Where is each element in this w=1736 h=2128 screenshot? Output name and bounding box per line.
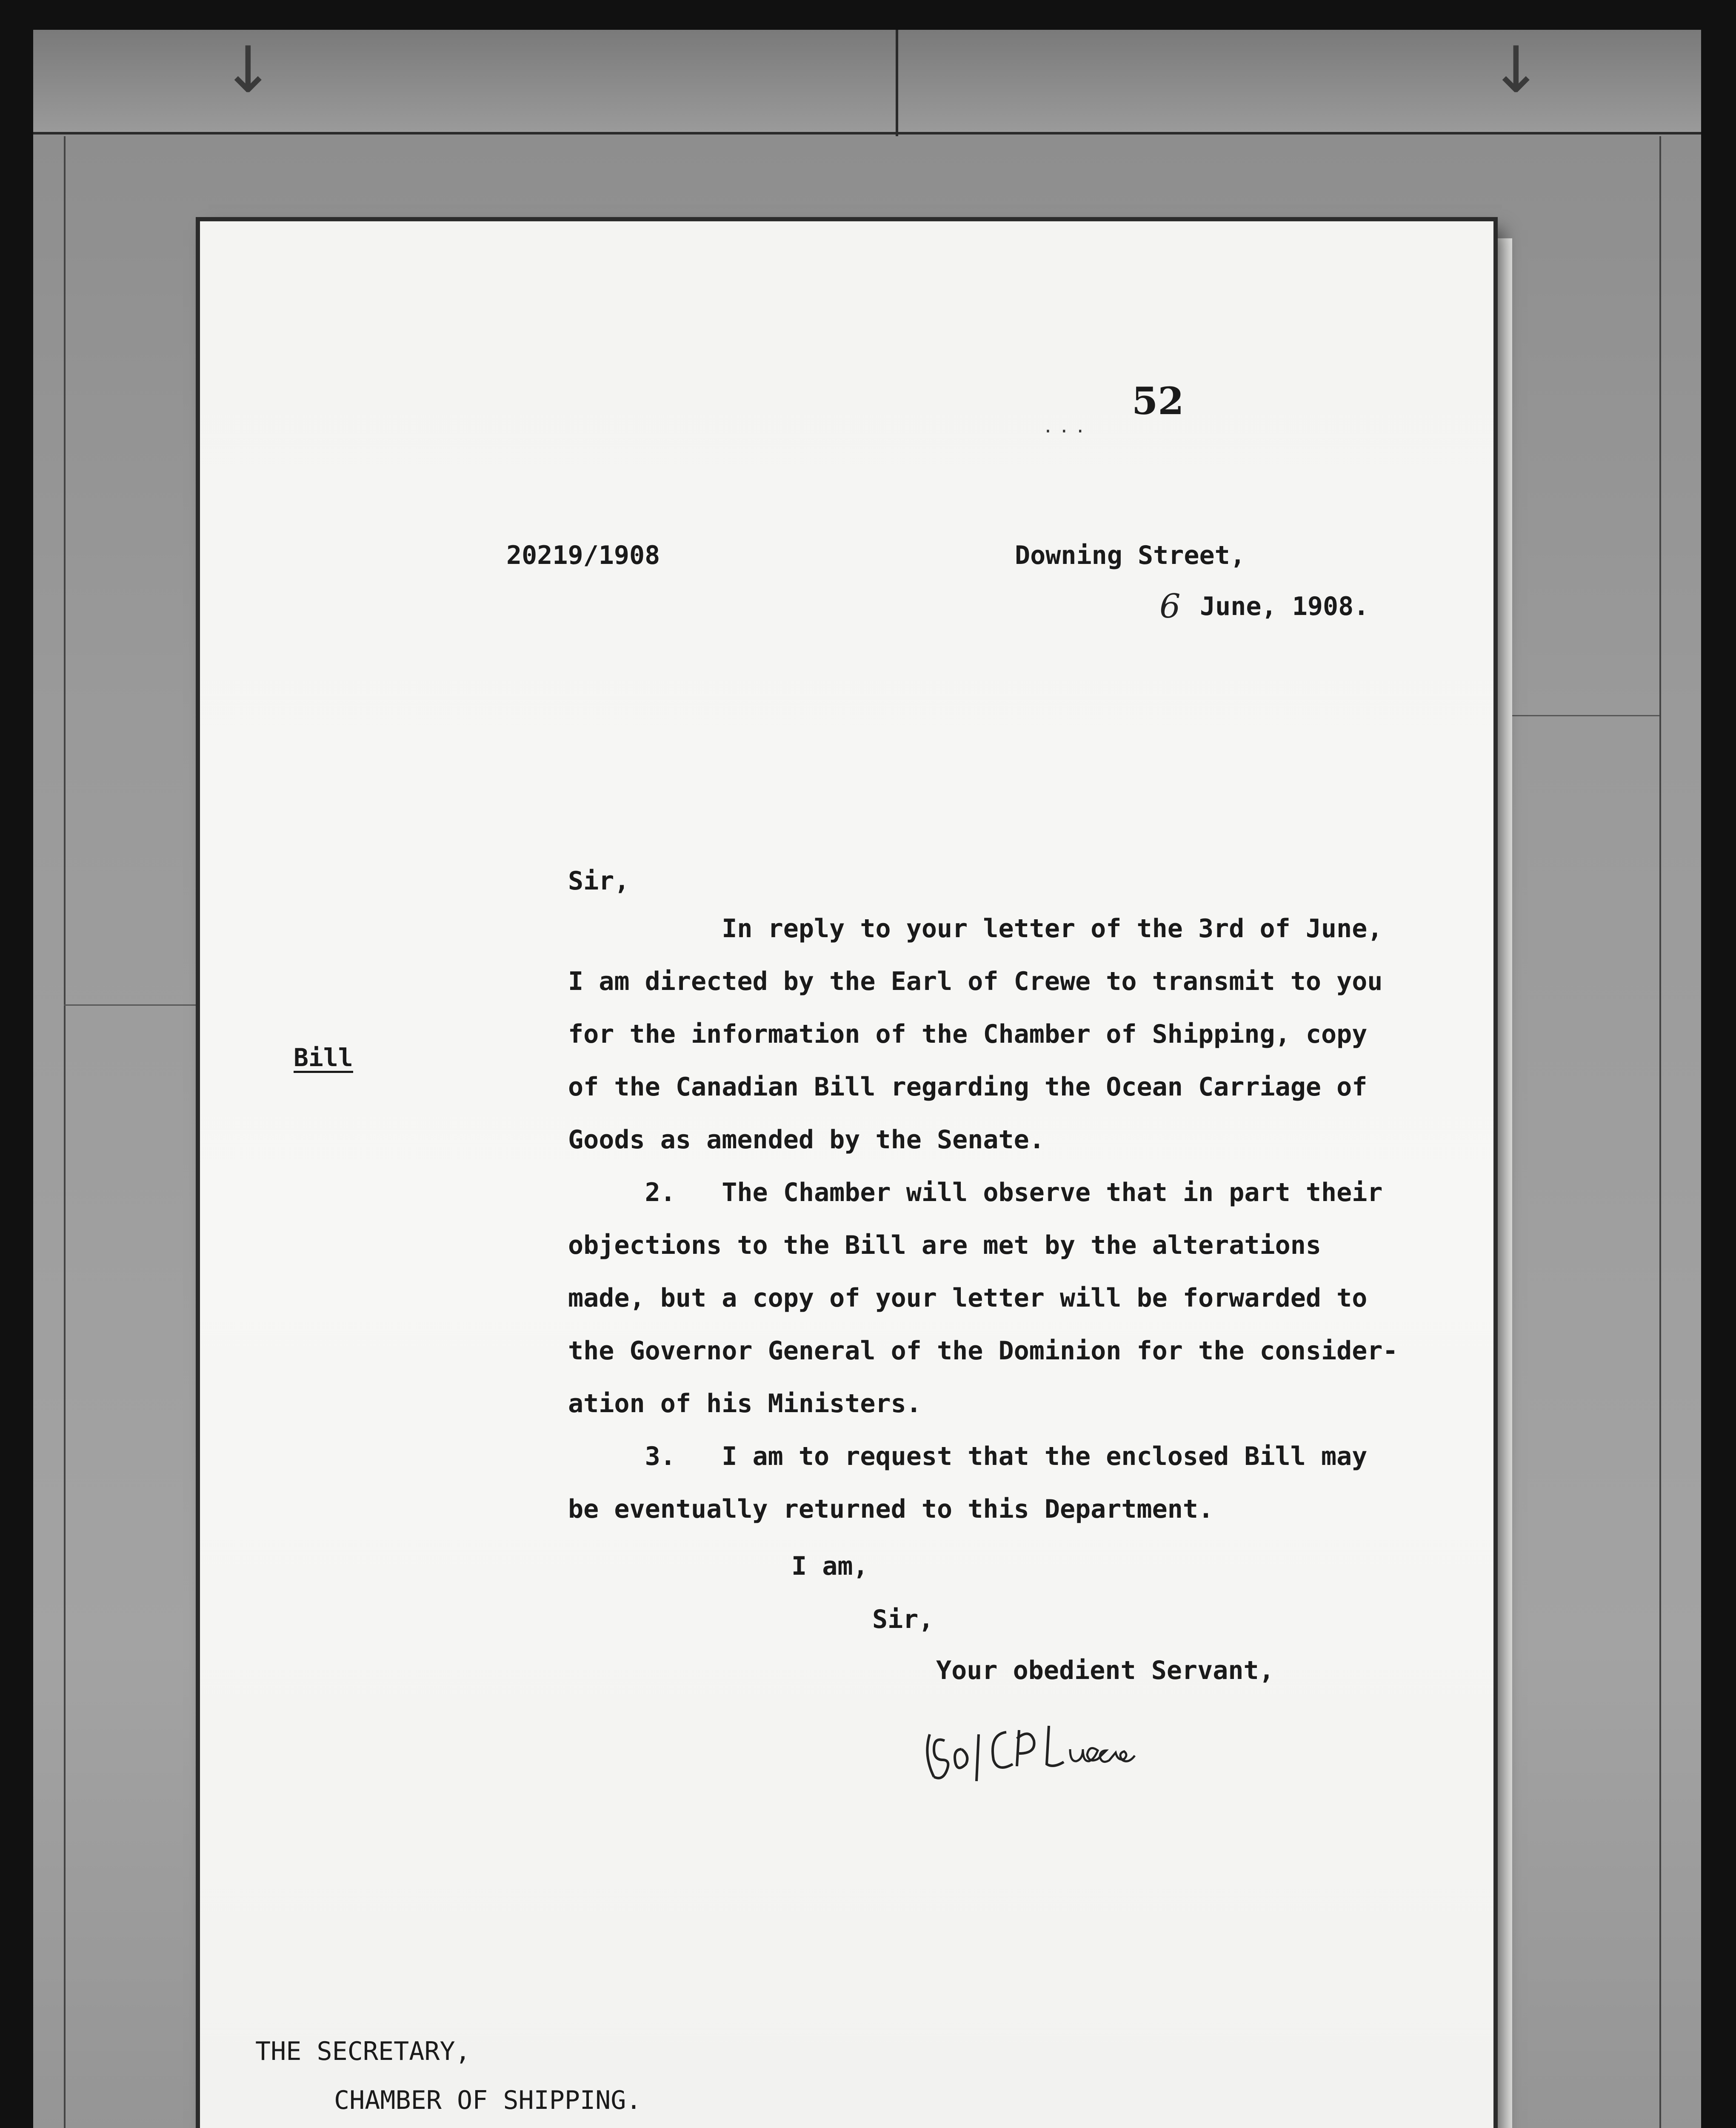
- handwritten-signature: [921, 1709, 1194, 1796]
- margin-note: Bill: [294, 1043, 353, 1072]
- registration-arrow-right-icon: ↓: [1489, 33, 1543, 107]
- registration-arrow-left-icon: ↓: [221, 33, 275, 107]
- body-line: for the information of the Chamber of Shipping, copy: [568, 1019, 1368, 1049]
- date-day-handwritten: 6: [1159, 587, 1181, 626]
- board-divider: [896, 30, 898, 136]
- addressee-line-1: THE SECRETARY,: [255, 2036, 471, 2066]
- body-line: of the Canadian Bill regarding the Ocean Carriage of: [568, 1072, 1368, 1102]
- body-line: 2. The Chamber will observe that in part their: [568, 1178, 1383, 1207]
- addressee-line-2: CHAMBER OF SHIPPING.: [334, 2085, 642, 2115]
- body-line: 3. I am to request that the enclosed Bill may: [568, 1442, 1368, 1471]
- salutation: Sir,: [568, 866, 630, 896]
- date-month-year: June, 1908.: [1200, 592, 1369, 621]
- signature-scrawl-icon: [921, 1709, 1194, 1794]
- board-rule-left-mid: [64, 1004, 200, 1006]
- board-rule-right-mid: [1510, 715, 1659, 716]
- letter-body: [568, 902, 1419, 1536]
- body-line: In reply to your letter of the 3rd of June,: [568, 914, 1383, 944]
- dots-mark: ...: [1045, 413, 1093, 438]
- closing-servant: Your obedient Servant,: [936, 1656, 1274, 1685]
- address-line: Downing Street,: [1015, 541, 1245, 570]
- board-rule-left: [64, 136, 66, 2128]
- body-line: ation of his Ministers.: [568, 1389, 922, 1419]
- file-reference: 20219/1908: [506, 541, 660, 570]
- closing-i-am: I am,: [791, 1551, 868, 1581]
- body-line: I am directed by the Earl of Crewe to transmit to you: [568, 967, 1383, 996]
- body-line: Goods as amended by the Senate.: [568, 1125, 1045, 1155]
- body-line: made, but a copy of your letter will be forwarded to: [568, 1283, 1368, 1313]
- closing-sir: Sir,: [872, 1605, 934, 1634]
- body-line: objections to the Bill are met by the alterations: [568, 1230, 1322, 1260]
- body-line: be eventually returned to this Department.: [568, 1494, 1214, 1524]
- page-number: 52: [1132, 379, 1184, 423]
- board-rule-right: [1659, 136, 1661, 2128]
- board-header-strip: [33, 30, 1701, 134]
- body-line: the Governor General of the Dominion for the consider-: [568, 1336, 1398, 1366]
